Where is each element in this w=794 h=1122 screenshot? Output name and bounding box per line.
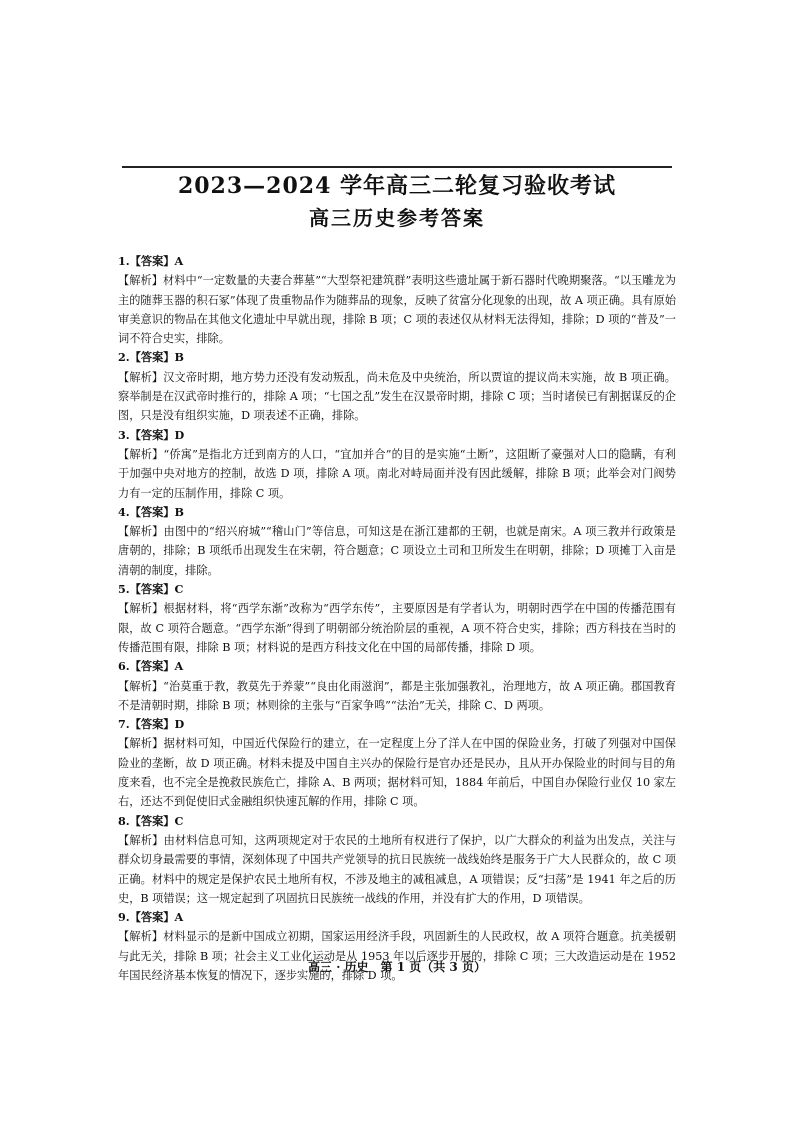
explanation-text: 【解析】由材料信息可知，这两项规定对于农民的土地所有权进行了保护，以广大群众的利益为出发点，关注与群众切身最需要的事情，深刻体现了中国共产党领导的抗日民族统一战线始终是服务于广大人民群众的，故 C 项正确。材料中的规定是保护农民土地所有权，不涉及地主的减租减息，A 项错误；反“扫荡”是 1941 年之后的历史，B 项错误；这一规定起到了巩固抗日民族统一战线的作用，并没有扩大的作用，D 项错误。 [118,833,676,905]
question-item [118,252,676,348]
explanation-text: 【解析】“侨寓”是指北方迁到南方的人口，“宜加并合”的目的是实施“土断”，这阻断了豪强对人口的隐瞒，有利于加强中央对地方的控制，故选 D 项，排除 A 项。南北对峙局面并没有因此缓解，排除 B 项；此举会对门阀势力有一定的压制作用，排除 C 项。 [118,447,676,500]
explanation-text: 【解析】由图中的“绍兴府城”“稽山门”等信息，可知这是在浙江建都的王朝，也就是南宋。A 项三教并行政策是唐朝的，排除；B 项纸币出现发生在宋朝，符合题意；C 项设立土司和卫所发生在明朝，排除；D 项摊丁入亩是清朝的制度，排除。 [118,525,676,577]
answer-key: 【答案】B [129,350,184,365]
answer-line [118,657,676,676]
question-item [118,580,676,657]
question-number: 7. [118,717,130,732]
explanation-text: 【解析】材料中“一定数量的夫妻合葬墓”“大型祭祀建筑群”表明这些遗址属于新石器时代晚期聚落。“以玉雕龙为主的随葬玉器的积石冢”体现了贵重物品作为随葬品的现象，反映了贫富分化现象的出现，故 A 项正确。具有原始审美意识的物品在其他文化遗址中早就出现，排除 B 项；C 项的表述仅从材料无法得知，排除；D 项的“普及”一词不符合史实，排除。 [118,274,676,346]
explanation-text: 【解析】据材料可知，中国近代保险行的建立，在一定程度上分了洋人在中国的保险业务，打破了列强对中国保险业的垄断，故 D 项正确。材料未提及中国自主兴办的保险行是官办还是民办，且从开办保险业的时间与目的角度来看，也不完全是挽救民族危亡，排除 A、B 两项；据材料可知，1884 年前后，中国自办保险行业仅 10 家左右，还达不到促使旧式金融组织快速瓦解的作用，排除 C 项。 [118,737,676,809]
answer-key: 【答案】D [129,427,185,442]
answer-list [118,252,676,985]
answer-key: 【答案】B [129,504,184,519]
document-title: 2023—2024 学年高三二轮复习验收考试 [177,173,617,199]
answer-line [118,348,676,367]
answer-key: 【答案】C [129,813,184,828]
answer-line [118,715,676,734]
question-number: 1. [118,254,130,268]
explanation-text: 【解析】汉文帝时期，地方势力还没有发动叛乱，尚未危及中央统治，所以贾谊的提议尚未实施，故 B 项正确。察举制是在汉武帝时推行的，排除 A 项；“七国之乱”发生在汉景帝时期，排除 C 项；当时诸侯已有割据谋反的企图，只是没有组织实施，D 项表述不正确，排除。 [118,370,676,423]
answer-key: 【答案】D [129,717,185,732]
question-item [118,348,676,425]
answer-line [118,252,676,271]
question-number: 2. [118,350,130,365]
question-item [118,812,676,908]
answer-line [118,503,676,522]
question-number: 9. [118,910,130,925]
header-rule [122,166,672,168]
answer-key: 【答案】A [129,254,184,268]
page-footer: 高三 · 历史 第 1 页（共 3 页） [308,960,486,974]
answer-line [118,426,676,445]
question-item [118,503,676,580]
explanation-text: 【解析】材料显示的是新中国成立初期，国家运用经济手段，巩固新生的人民政权，故 A 项符合题意。抗美援朝与此无关，排除 B 项；社会主义工业化运动是从 1953 年以后逐步开展的，排除 C 项；三大改造运动是在 1952 年国民经济基本恢复的情况下，逐步实施的，排除 D 项。 [118,930,676,982]
answer-line [118,908,676,927]
answer-key: 【答案】A [129,910,184,925]
question-number: 5. [118,582,130,597]
question-item [118,715,676,811]
question-number: 6. [118,659,130,674]
explanation-text: 【解析】“治莫重于教，教莫先于养蒙”“良由化雨滋润”，都是主张加强教礼，治理地方，故 A 项正确。郡国教育不是清朝时期，排除 B 项；林则徐的主张与“百家争鸣”“法治”无关，排除 C、D 两项。 [118,679,676,712]
question-number: 4. [118,504,130,519]
answer-key: 【答案】C [129,582,184,597]
question-number: 3. [118,427,130,442]
question-item [118,657,676,715]
document-subtitle: 高三历史参考答案 [309,206,485,230]
answer-line [118,812,676,831]
question-item [118,426,676,503]
explanation-text: 【解析】根据材料，将“西学东渐”改称为“西学东传”，主要原因是有学者认为，明朝时西学在中国的传播范围有限，故 C 项符合题意。“西学东渐”得到了明朝部分统治阶层的重视，A 项不符合史实，排除；西方科技在当时的传播范围有限，排除 B 项；材料说的是西方科技文化在中国的局部传播，排除 D 项。 [118,602,676,654]
answer-line [118,580,676,599]
answer-key: 【答案】A [129,659,184,674]
question-number: 8. [118,813,130,828]
